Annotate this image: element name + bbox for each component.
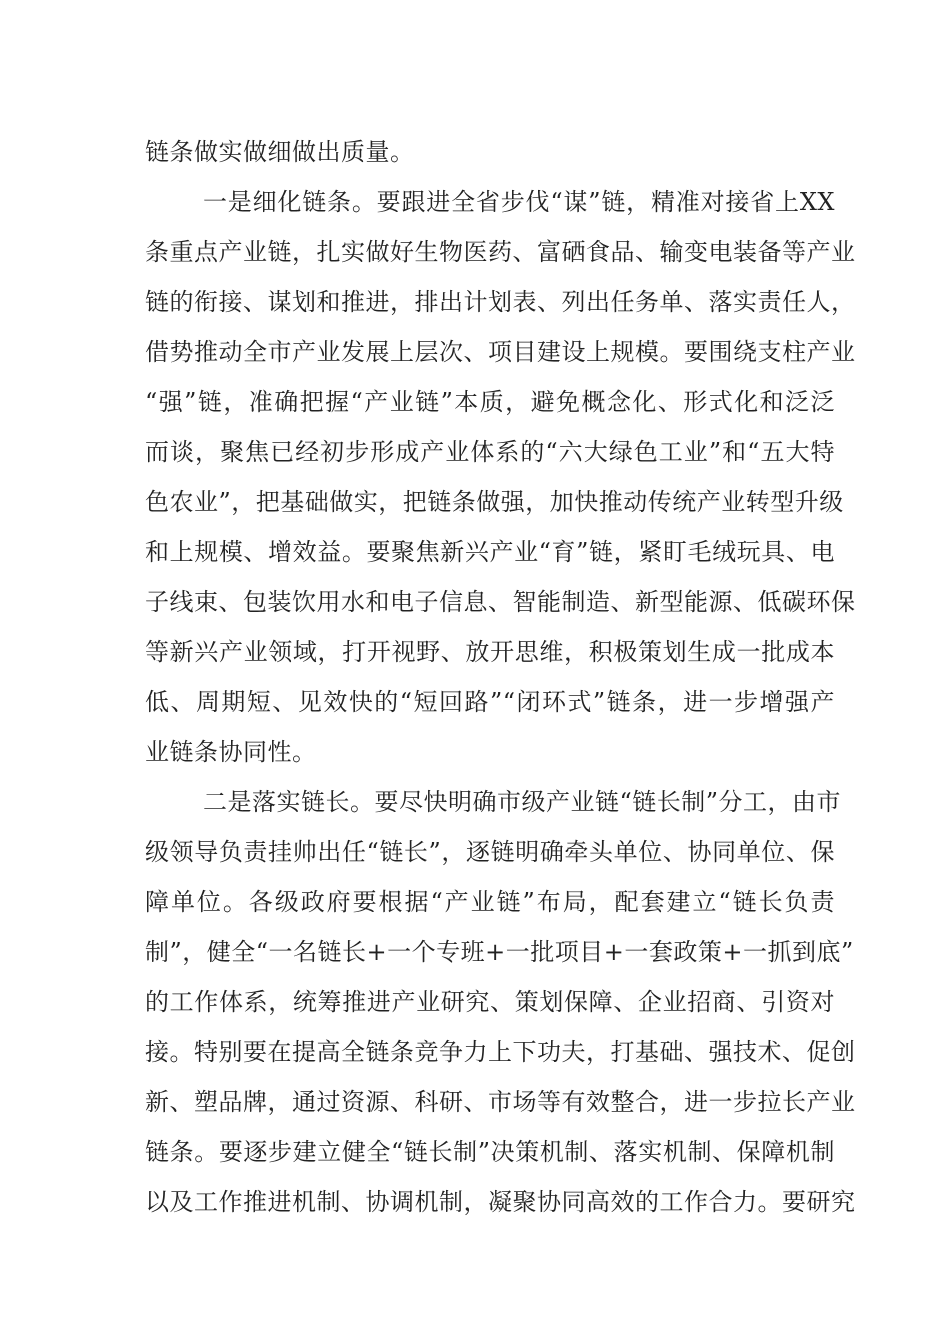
text-line: 新、塑品牌，通过资源、科研、市场等有效整合，进一步拉长产业 — [145, 1088, 856, 1116]
text-line: 条重点产业链，扎实做好生物医药、富硒食品、输变电装备等产业 — [145, 238, 856, 266]
text-line: 障单位。各级政府要根据“产业链”布局，配套建立“链长负责 — [145, 888, 835, 916]
text-line: 而谈，聚焦已经初步形成产业体系的“六大绿色工业”和“五大特 — [145, 438, 835, 466]
paragraph-2-first-line: 二是落实链长。要尽快明确市级产业链“链长制”分工，由市 — [203, 788, 842, 816]
text-line: 链条。要逐步建立健全“链长制”决策机制、落实机制、保障机制 — [145, 1138, 835, 1166]
text-line: 子线束、包装饮用水和电子信息、智能制造、新型能源、低碳环保 — [145, 588, 856, 616]
text-line: “强”链，准确把握“产业链”本质，避免概念化、形式化和泛泛 — [145, 388, 835, 416]
text-line: 的工作体系，统筹推进产业研究、策划保障、企业招商、引资对 — [145, 988, 835, 1016]
text-line: 制”，健全“一名链长+一个专班+一批项目+一套政策+一抓到底” — [145, 938, 854, 966]
text-line: 链条做实做细做出质量。 — [145, 138, 415, 166]
text-line: 借势推动全市产业发展上层次、项目建设上规模。要围绕支柱产业 — [145, 338, 856, 366]
text-line: 和上规模、增效益。要聚焦新兴产业“育”链，紧盯毛绒玩具、电 — [145, 538, 835, 566]
paragraph-1-first-line: 一是细化链条。要跟进全省步伐“谋”链，精准对接省上XX — [203, 188, 835, 216]
text-line: 色农业”，把基础做实，把链条做强，加快推动传统产业转型升级 — [145, 488, 844, 516]
text-line: 接。特别要在提高全链条竞争力上下功夫，打基础、强技术、促创 — [145, 1038, 856, 1066]
text-line: 以及工作推进机制、协调机制，凝聚协同高效的工作合力。要研究 — [145, 1188, 856, 1216]
text-line: 链的衔接、谋划和推进，排出计划表、列出任务单、落实责任人， — [145, 288, 856, 316]
text-line: 业链条协同性。 — [145, 738, 317, 766]
text-line: 低、周期短、见效快的“短回路”“闭环式”链条，进一步增强产 — [145, 688, 835, 716]
text-line: 级领导负责挂帅出任“链长”，逐链明确牵头单位、协同单位、保 — [145, 838, 835, 866]
text-line: 等新兴产业领域，打开视野、放开思维，积极策划生成一批成本 — [145, 638, 835, 666]
